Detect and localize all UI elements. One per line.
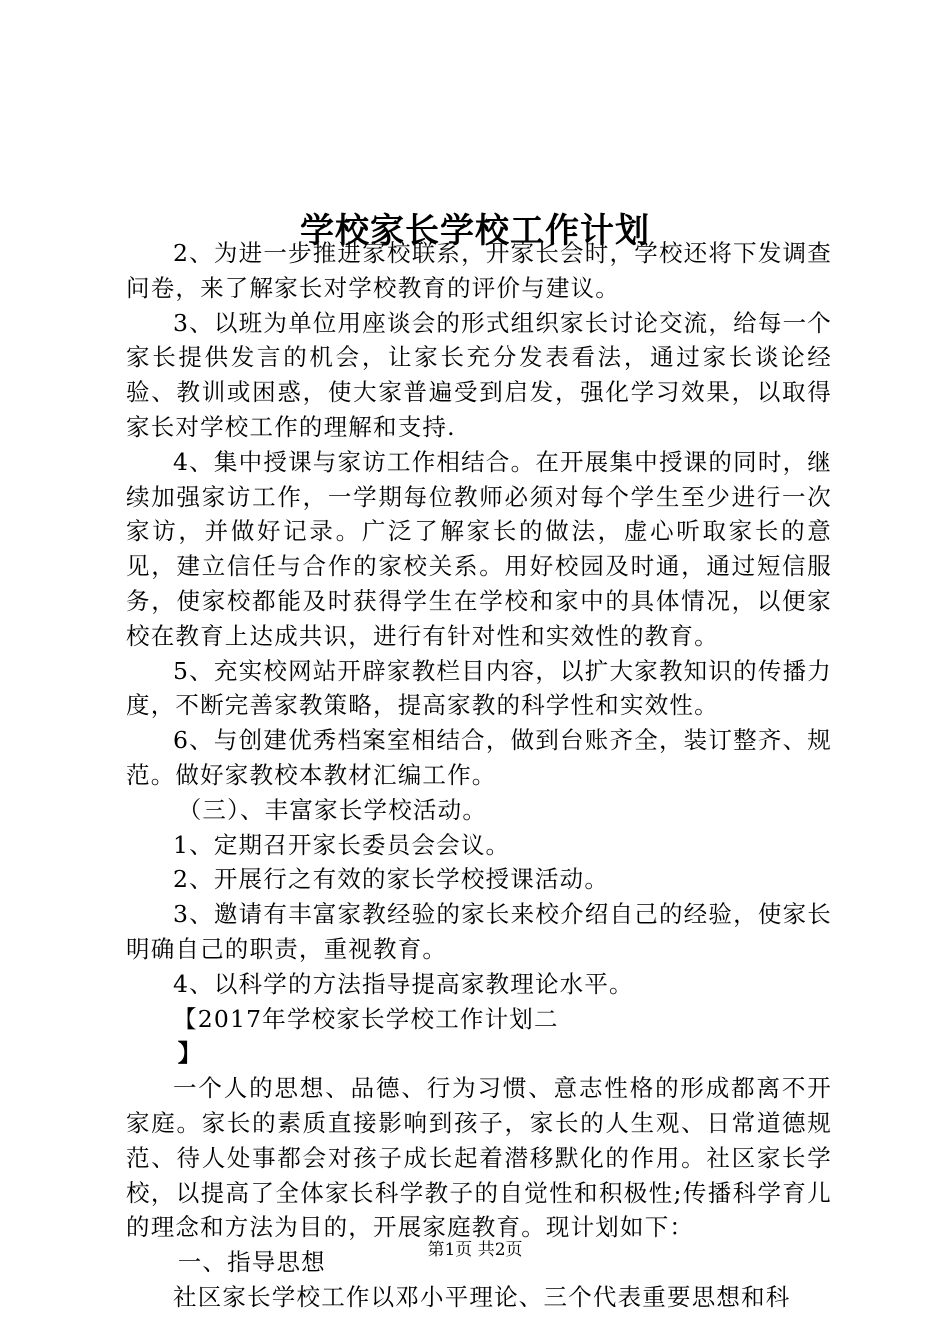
activity-item-4: 4、以科学的方法指导提高家教理论水平。 [173,969,634,998]
paragraph-4: 4、集中授课与家访工作相结合。在开展集中授课的同时，继续加强家访工作，一学期每位教师必须对每个学生至少进行一次家访，并做好记录。广泛了解家长的做法，虚心听取家长的意见，建立信任与合作的家校关系。用好校园及时通，通过短信服务，使家校都能及时获得学生在学校和家中的具体情况，以便家校在教育上达成共识，进行有针对性和实效性的教育。 [126,447,832,650]
document-title: 学校家长学校工作计划 [300,210,650,251]
activity-item-1: 1、定期召开家长委员会会议。 [173,830,511,859]
plan-two-heading-close: 】 [177,1039,203,1068]
activity-item-3: 3、邀请有丰富家教经验的家长来校介绍自己的经验，使家长明确自己的职责，重视教育。 [126,900,832,963]
guiding-paragraph: 社区家长学校工作以邓小平理论、三个代表重要思想和科 [173,1282,791,1311]
paragraph-5: 5、充实校网站开辟家教栏目内容，以扩大家教知识的传播力度，不断完善家教策略，提高家教的科学性和实效性。 [126,656,832,720]
document-body [126,236,832,1315]
paragraph-3: 3、以班为单位用座谈会的形式组织家长讨论交流，给每一个家长提供发言的机会，让家长充分发表看法，通过家长谈论经验、教训或困惑，使大家普遍受到启发，强化学习效果，以取得家长对学校工作的理解和支持. [126,308,832,441]
paragraph-6: 6、与创建优秀档案室相结合，做到台账齐全，装订整齐、规范。做好家教校本教材汇编工作。 [126,726,832,789]
plan-two-heading: 【2017年学校家长学校工作计划二 [173,1004,559,1033]
intro-paragraph: 一个人的思想、品德、行为习惯、意志性格的形成都离不开家庭。家长的素质直接影响到孩子，家长的人生观、日常道德规范、待人处事都会对孩子成长起着潜移默化的作用。社区家长学校，以提高了全体家长科学教子的自觉性和积极性;传播科学育儿的理念和方法为目的，开展家庭教育。现计划如下： [126,1074,832,1242]
paragraph-2: 2、为进一步推进家校联系，开家长会时，学校还将下发调查问卷，来了解家长对学校教育的评价与建议。 [126,239,832,302]
section-heading-3: （三）、丰富家长学校活动。 [177,795,488,824]
section-heading-guiding: 一、指导思想 [177,1248,326,1277]
activity-item-2: 2、开展行之有效的家长学校授课活动。 [173,865,610,894]
page-footer: 第1页 共2页 [427,1240,523,1260]
